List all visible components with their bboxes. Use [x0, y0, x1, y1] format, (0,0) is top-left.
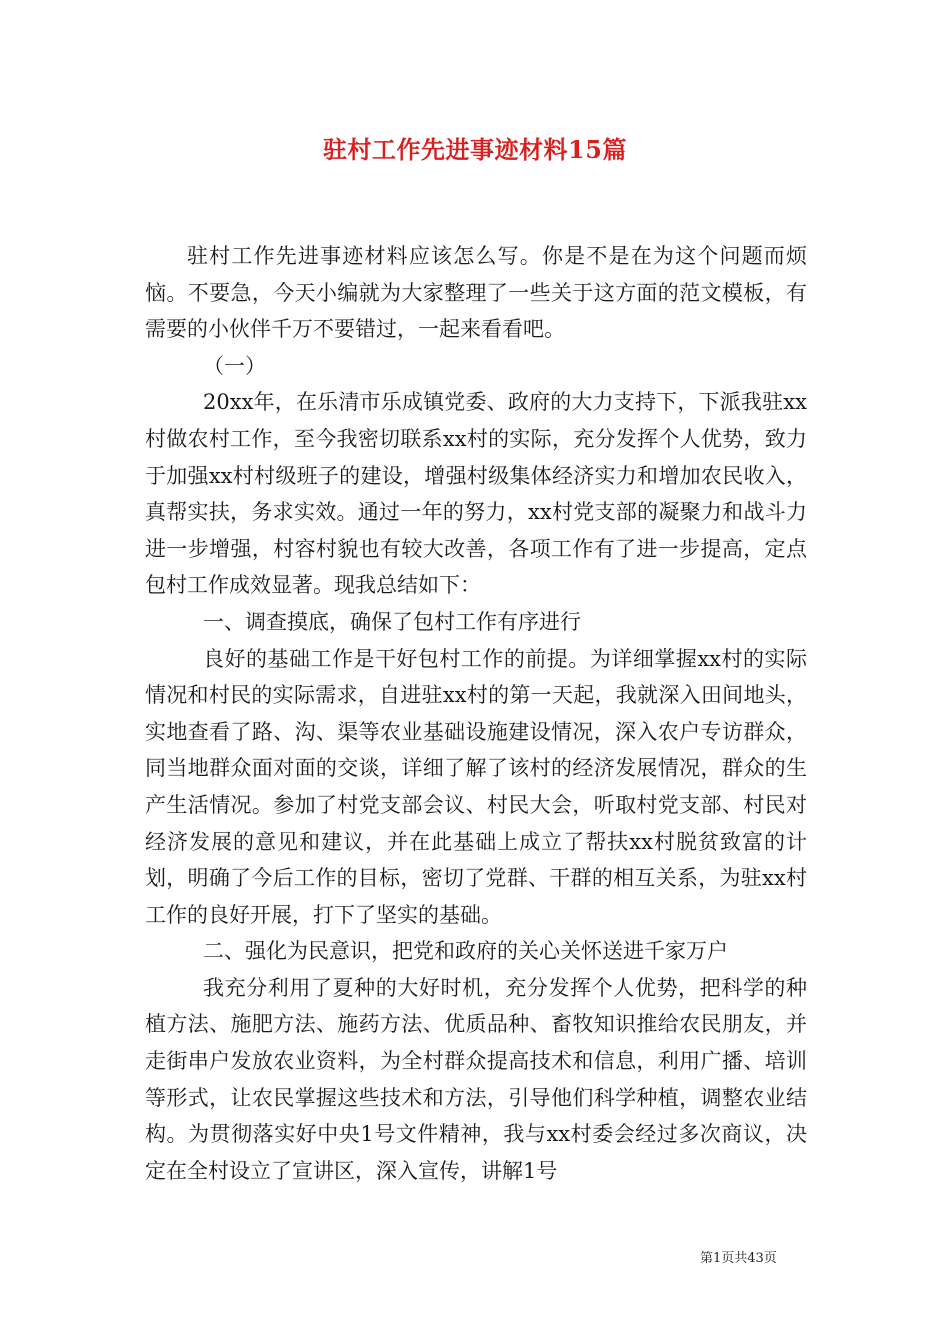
- page-number-footer: 第1页共43页: [700, 1251, 777, 1266]
- document-body: [145, 238, 807, 1189]
- section-heading: 二、强化为民意识，把党和政府的关心关怀送进千家万户: [203, 939, 728, 964]
- section-heading: 一、调查摸底，确保了包村工作有序进行: [203, 609, 581, 634]
- body-paragraph: 20xx年，在乐清市乐成镇党委、政府的大力支持下，下派我驻xx村做农村工作，至今我密切联系xx村的实际，充分发挥个人优势，致力于加强xx村村级班子的建设，增强村级集体经济实力和增加农民收入，真帮实扶，务求实效。通过一年的努力，xx村党支部的凝聚力和战斗力进一步增强，村容村貌也有较大改善，各项工作有了进一步提高，定点包村工作成效显著。现我总结如下：: [145, 390, 807, 598]
- intro-paragraph: 驻村工作先进事迹材料应该怎么写。你是不是在为这个问题而烦恼。不要急，今天小编就为大家整理了一些关于这方面的范文模板，有需要的小伙伴千万不要错过，一起来看看吧。: [145, 244, 807, 342]
- document-title: 驻村工作先进事迹材料15篇: [323, 135, 627, 164]
- body-paragraph: 我充分利用了夏种的大好时机，充分发挥个人优势，把科学的种植方法、施肥方法、施药方法、优质品种、畜牧知识推给农民朋友，并走街串户发放农业资料，为全村群众提高技术和信息，利用广播、培训等形式，让农民掌握这些技术和方法，引导他们科学种植，调整农业结构。为贯彻落实好中央1号文件精神，我与xx村委会经过多次商议，决定在全村设立了宣讲区，深入宣传，讲解1号: [145, 975, 807, 1183]
- section-marker: （一）: [203, 353, 266, 378]
- body-paragraph: 良好的基础工作是干好包村工作的前提。为详细掌握xx村的实际情况和村民的实际需求，自进驻xx村的第一天起，我就深入田间地头，实地查看了路、沟、渠等农业基础设施建设情况，深入农户专访群众，同当地群众面对面的交谈，详细了解了该村的经济发展情况，群众的生产生活情况。参加了村党支部会议、村民大会，听取村党支部、村民对经济发展的意见和建议，并在此基础上成立了帮扶xx村脱贫致富的计划，明确了今后工作的目标，密切了党群、干群的相互关系，为驻xx村工作的良好开展，打下了坚实的基础。: [145, 646, 807, 927]
